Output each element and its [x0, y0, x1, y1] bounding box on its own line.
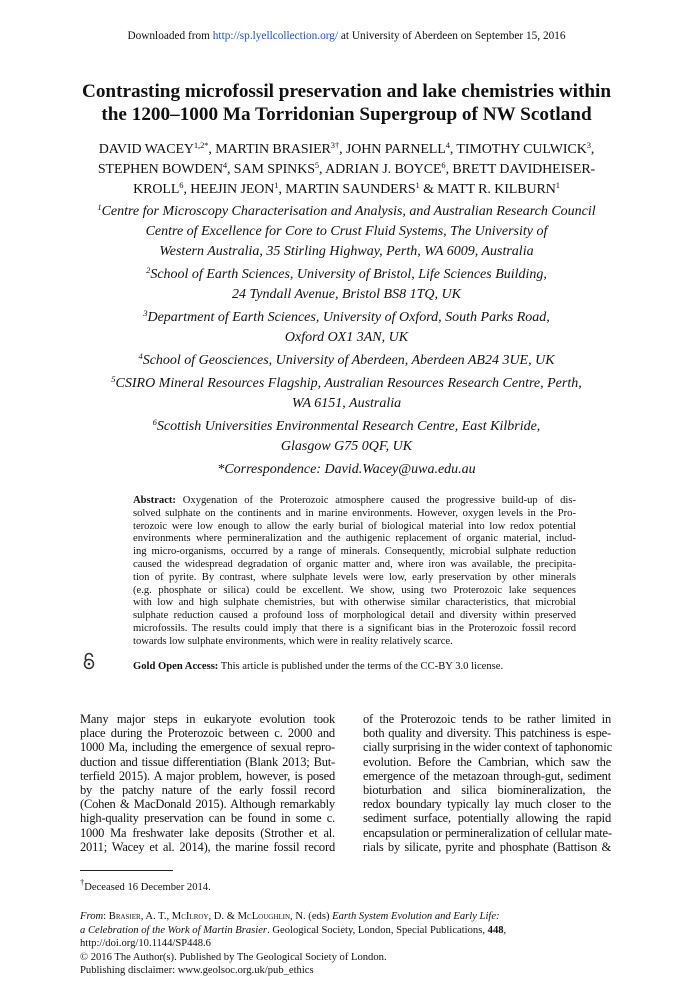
affiliation-line — [0, 374, 693, 394]
author-name: , JOHN PARNELL — [339, 142, 446, 157]
publisher: . Geological Society, London, Special Publications, — [267, 924, 488, 936]
body-line: sediment surface, potentially allowing the rapid — [363, 811, 611, 826]
author-name: , BRETT DAVIDHEISER- — [445, 162, 596, 177]
abstract-text: environments where permineralization and the authigenic replacement of organic material, includ- — [133, 533, 576, 545]
affiliation — [0, 265, 693, 305]
author-line — [0, 160, 693, 180]
author-name: , ADRIAN J. BOYCE — [319, 162, 442, 177]
volume: 448 — [487, 924, 504, 936]
author-affiliation-mark: 1 — [555, 180, 560, 190]
affiliation-line — [0, 202, 693, 222]
affiliation-line — [0, 222, 693, 242]
footnote-divider — [80, 870, 173, 871]
body-line: encapsulation or permineralization of cellular mate- — [363, 825, 612, 840]
open-access-text: This article is published under the terms of the CC-BY 3.0 license. — [218, 661, 504, 672]
body-line: terfield 2015). A major problem, however, is posed — [80, 768, 335, 783]
abstract-text: solved sulphate on the continents and in marine environments. However, oxygen levels in the Pro- — [133, 507, 576, 519]
footnote-mark: † — [80, 877, 85, 887]
publishing-disclaimer: Publishing disclaimer: www.geolsoc.org.uk/pub_ethics — [80, 965, 314, 977]
abstract-text: (e.g. phosphate or silica) could be excellent. We show, using two Proterozoic lake sequences — [133, 584, 576, 596]
author-name: & MATT R. KILBURN — [419, 182, 556, 197]
body-line: 2011; Wacey et al. 2014), the marine fossil record — [80, 839, 335, 854]
affiliation — [0, 460, 693, 480]
abstract-text: tion of pyrite. By contrast, where sulphate levels were low, early preservation by other minerals — [133, 571, 576, 583]
affiliation — [0, 351, 693, 371]
affiliation-text: School of Geosciences, University of Aberdeen, Aberdeen AB24 3UE, UK — [142, 353, 555, 368]
affiliation — [0, 308, 693, 348]
abstract-line — [133, 597, 576, 610]
affiliation-line — [0, 437, 693, 457]
author-name: KROLL — [133, 182, 180, 197]
body-line: high-quality preservation can be found in some c. — [80, 811, 335, 826]
abstract-line — [133, 623, 576, 636]
editors: Brasier, A. T., McIlroy, D. & McLoughlin, N. — [108, 911, 306, 922]
body-line: 1000 Ma freshwater lake deposits (Strother et al. — [80, 825, 335, 840]
title-line: the 1200–1000 Ma Torridonian Supergroup of NW Scotland — [101, 104, 592, 125]
abstract-line — [133, 559, 576, 572]
affiliation-line — [0, 265, 693, 285]
author-name: , TIMOTHY CULWICK — [449, 142, 587, 157]
author-affiliation-mark: 4 — [222, 160, 227, 170]
abstract-text: terozoic were low enough to allow the early burial of biological material into low redox potential — [133, 520, 576, 532]
copyright: © 2016 The Author(s). Published by The Geological Society of London. — [80, 951, 387, 963]
footnote — [80, 877, 211, 894]
author-line — [0, 140, 693, 160]
download-notice — [0, 30, 693, 42]
affiliation-text: Department of Earth Sciences, University of Oxford, South Parks Road, — [147, 310, 550, 325]
abstract-line — [133, 508, 576, 521]
open-access-statement — [133, 660, 503, 673]
affiliation-number: 5 — [111, 374, 116, 384]
body-line: duction and tissue differentiation (Blank 2013; But- — [80, 754, 335, 769]
body-line: bioturbation and silica biomineralization, the — [363, 782, 611, 797]
affiliation-line — [0, 394, 693, 414]
abstract-text: microfossils. The results could imply that there is a significant bias in the Proterozoic fossil record — [133, 622, 576, 634]
affiliation-line — [0, 417, 693, 437]
affiliation-line — [0, 242, 693, 262]
author-list — [0, 140, 693, 200]
body-line: Many major steps in eukaryote evolution took — [80, 712, 335, 726]
abstract-line — [133, 572, 576, 585]
affiliation-text: Oxford OX1 3AN, UK — [284, 330, 409, 345]
author-affiliation-mark: 3 — [586, 140, 591, 150]
body-line: (Cohen & MacDonald 2015). Although remarkably — [80, 797, 335, 812]
author-affiliation-mark: 4 — [445, 140, 450, 150]
abstract-line — [133, 546, 576, 559]
affiliations — [0, 202, 693, 483]
abstract-line — [133, 610, 576, 623]
affiliation — [0, 417, 693, 457]
affiliation-text: Western Australia, 35 Stirling Highway, Perth, WA 6009, Australia — [159, 244, 534, 259]
author-name: , — [590, 142, 595, 157]
paper-title — [0, 80, 693, 126]
abstract — [133, 495, 576, 649]
affiliation-text: School of Earth Sciences, University of Bristol, Life Sciences Building, — [150, 267, 547, 282]
affiliation-number: 1 — [97, 202, 102, 212]
abstract-text: caused the widespread degradation of organic matter and, where iron was available, the precipita- — [133, 558, 576, 570]
abstract-text: towards low sulphate environments, which were in reality relatively scarce. — [133, 635, 453, 647]
abstract-line — [133, 521, 576, 534]
abstract-text: ing micro-organisms, occurred by a range of minerals. Consequently, microbial sulphate reduction — [133, 546, 576, 558]
download-suffix: at University of Aberdeen on September 15, 2016 — [338, 30, 566, 42]
author-name: , MARTIN SAUNDERS — [278, 182, 416, 197]
open-access-label: Gold Open Access: — [133, 661, 219, 672]
affiliation-line — [0, 460, 693, 480]
affiliation-line — [0, 351, 693, 371]
author-affiliation-mark: 1 — [274, 180, 279, 190]
doi-link[interactable]: http://doi.org/10.1144/SP448.6 — [80, 938, 211, 950]
affiliation-number: 2 — [146, 265, 151, 275]
body-line: cially surprising in the wider context of taphonomic — [363, 740, 612, 755]
affiliation-text: Scottish Universities Environmental Research Centre, East Kilbride, — [156, 419, 541, 434]
author-affiliation-mark: 6 — [179, 180, 184, 190]
title-line: Contrasting microfossil preservation and lake chemistries within — [81, 81, 612, 102]
affiliation-line — [0, 328, 693, 348]
author-name: DAVID WACEY — [98, 142, 194, 157]
affiliation-line — [0, 285, 693, 305]
affiliation — [0, 202, 693, 262]
download-prefix: Downloaded from — [127, 30, 213, 42]
abstract-line — [133, 495, 576, 508]
body-line: evolution. Before the Cambrian, which saw the — [363, 754, 611, 769]
open-lock-icon — [82, 652, 96, 670]
abstract-label: Abstract: — [133, 495, 176, 506]
author-affiliation-mark: 3† — [330, 140, 340, 150]
author-affiliation-mark: 1 — [415, 180, 420, 190]
body-column-right — [363, 712, 611, 854]
affiliation-text: WA 6151, Australia — [291, 396, 402, 411]
abstract-text: sulphate reduction caused a profound loss of morphological detail and diversity within preserved — [133, 610, 576, 622]
body-line: of the Proterozoic tends to be rather limited in — [363, 712, 611, 726]
body-line: both quality and diversity. This patchiness is espe- — [363, 726, 611, 741]
book-title-1: Earth System Evolution and Early Life: — [332, 911, 500, 922]
abstract-line — [133, 533, 576, 546]
body-line: rials by silicate, pyrite and phosphate (Battison & — [363, 839, 611, 854]
author-affiliation-mark: 5 — [314, 160, 320, 170]
affiliation-text: Glasgow G75 0QF, UK — [280, 439, 413, 454]
affiliation — [0, 374, 693, 414]
affiliation-number: 4 — [138, 351, 143, 361]
from-label: From — [80, 911, 104, 922]
affiliation-text: *Correspondence: David.Wacey@uwa.edu.au — [217, 462, 476, 477]
author-name: , MARTIN BRASIER — [208, 142, 331, 157]
abstract-text: with low and high sulphate chemistries, but with otherwise similar characteristics, that microbial — [133, 597, 576, 609]
affiliation-text: Centre of Excellence for Core to Crust Fluid Systems, The University of — [145, 224, 548, 239]
lyell-collection-link[interactable]: http://sp.lyellcollection.org/ — [212, 30, 339, 42]
body-column-left — [80, 712, 335, 854]
affiliation-number: 6 — [152, 417, 157, 427]
author-line — [0, 180, 693, 200]
footnote-text: Deceased 16 December 2014. — [84, 882, 211, 893]
affiliation-number: 3 — [143, 308, 148, 318]
author-affiliation-mark: 6 — [441, 160, 446, 170]
abstract-line — [133, 585, 576, 598]
citation-block: From: Brasier, A. T., McIlroy, D. & McLoughlin, N. (eds) Earth System Evolution and Early Life: a Celebration of the Work of Martin Brasier. Geological Society, London, Special Publications, 448, http://doi.org/10.1144/SP448.6 © 2016 The Author(s). Published by The Geological Society of London. Publishing disclaimer: www.geolsoc.org.uk/pub_ethics — [80, 911, 507, 977]
affiliation-text: 24 Tyndall Avenue, Bristol BS8 1TQ, UK — [232, 287, 461, 302]
body-line: place during the Proterozoic between c. 2000 and — [80, 726, 335, 741]
body-line: 1000 Ma, including the emergence of sexual repro- — [80, 740, 335, 755]
body-line: redox boundary typically lay much closer to the — [363, 797, 611, 812]
body-line: by the patchy nature of the early fossil record — [80, 782, 335, 797]
affiliation-text: CSIRO Mineral Resources Flagship, Australian Resources Research Centre, Perth, — [115, 376, 582, 391]
body-line: emergence of the metazoan through-gut, sediment — [363, 768, 611, 783]
author-name: , HEEJIN JEON — [183, 182, 275, 197]
affiliation-text: Centre for Microscopy Characterisation and Analysis, and Australian Research Council — [101, 204, 596, 219]
affiliation-line — [0, 308, 693, 328]
author-affiliation-mark: 1,2* — [193, 140, 209, 150]
abstract-line — [133, 636, 576, 649]
author-name: STEPHEN BOWDEN — [97, 162, 223, 177]
abstract-text: Oxygenation of the Proterozoic atmosphere caused the progressive build-up of dis- — [175, 495, 576, 506]
eds: (eds) — [305, 911, 333, 922]
book-title-2: a Celebration of the Work of Martin Brasier — [80, 924, 268, 936]
author-name: , SAM SPINKS — [227, 162, 315, 177]
